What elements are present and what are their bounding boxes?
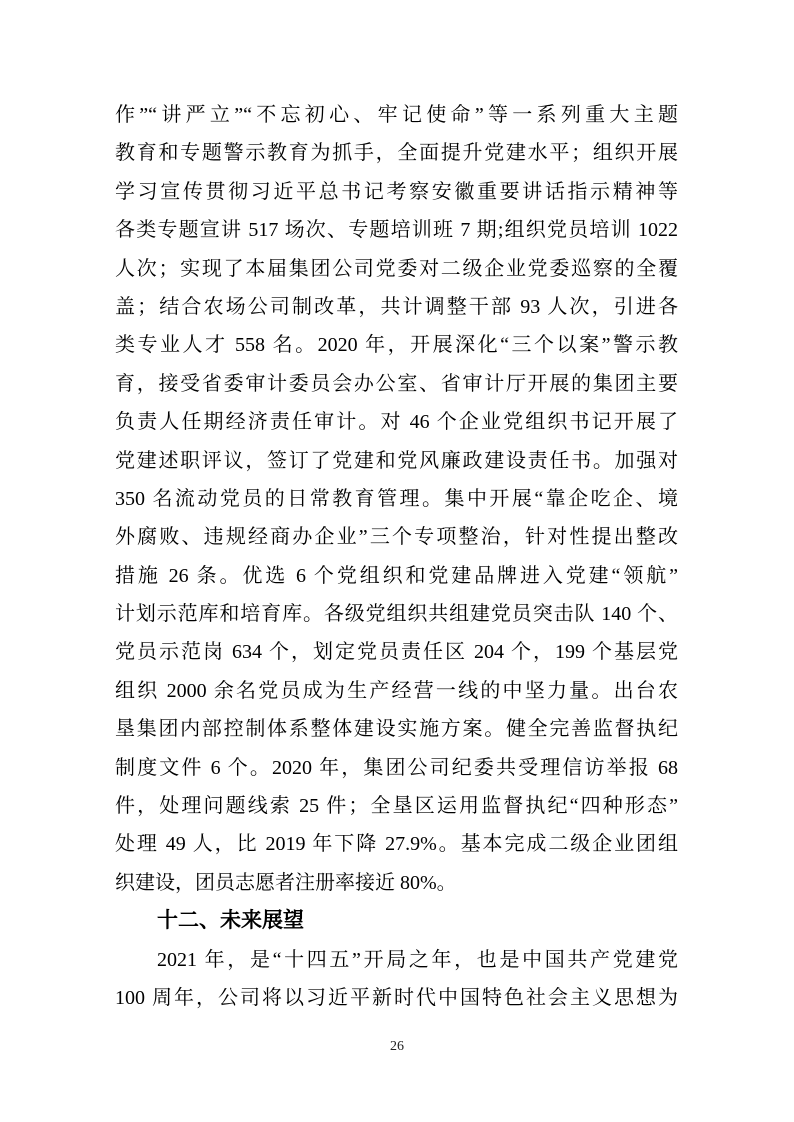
body-line: 组织 2000 余名党员成为生产经营一线的中坚力量。出台农	[115, 679, 678, 702]
body-line: 负责人任期经济责任审计。对 46 个企业党组织书记开展了	[115, 411, 678, 434]
body-line: 2021 年，是“十四五”开局之年，也是中国共产党建党	[157, 948, 678, 971]
body-line: 党建述职评议，签订了党建和党风廉政建设责任书。加强对	[115, 449, 678, 472]
body-line: 处理 49 人，比 2019 年下降 27.9%。基本完成二级企业团组	[115, 833, 678, 856]
body-line: 计划示范库和培育库。各级党组织共组建党员突击队 140 个、	[115, 603, 678, 626]
body-line: 人次；实现了本届集团公司党委对二级企业党委巡察的全覆	[115, 257, 678, 280]
body-line: 垦集团内部控制体系整体建设实施方案。健全完善监督执纪	[115, 718, 678, 741]
body-line: 育，接受省委审计委员会办公室、省审计厅开展的集团主要	[115, 372, 678, 395]
body-line: 措施 26 条。优选 6 个党组织和党建品牌进入党建“领航”	[115, 564, 678, 587]
body-line: 制度文件 6 个。2020 年，集团公司纪委共受理信访举报 68	[115, 756, 678, 779]
section-heading: 十二、未来展望	[157, 909, 304, 933]
body-line: 外腐败、违规经商办企业”三个专项整治，针对性提出整改	[115, 526, 678, 549]
body-line: 织建设，团员志愿者注册率接近 80%。	[115, 871, 457, 894]
page-number: 26	[390, 1039, 404, 1054]
body-line: 作”“讲严立”“不忘初心、牢记使命”等一系列重大主题	[115, 104, 678, 126]
body-line: 党员示范岗 634 个，划定党员责任区 204 个，199 个基层党	[115, 641, 678, 664]
body-line: 类专业人才 558 名。2020 年，开展深化“三个以案”警示教	[115, 334, 678, 357]
body-line: 100 周年，公司将以习近平新时代中国特色社会主义思想为	[115, 986, 678, 1009]
body-line: 件，处理问题线索 25 件；全垦区运用监督执纪“四种形态”	[115, 795, 678, 818]
body-line: 各类专题宣讲 517 场次、专题培训班 7 期;组织党员培训 1022	[115, 219, 678, 242]
body-line: 学习宣传贯彻习近平总书记考察安徽重要讲话指示精神等	[115, 180, 678, 203]
body-line: 350 名流动党员的日常教育管理。集中开展“靠企吃企、境	[115, 487, 678, 510]
document-body	[115, 96, 678, 1017]
body-line: 盖；结合农场公司制改革，共计调整干部 93 人次，引进各	[115, 295, 678, 318]
body-line: 教育和专题警示教育为抓手，全面提升党建水平；组织开展	[115, 142, 678, 165]
